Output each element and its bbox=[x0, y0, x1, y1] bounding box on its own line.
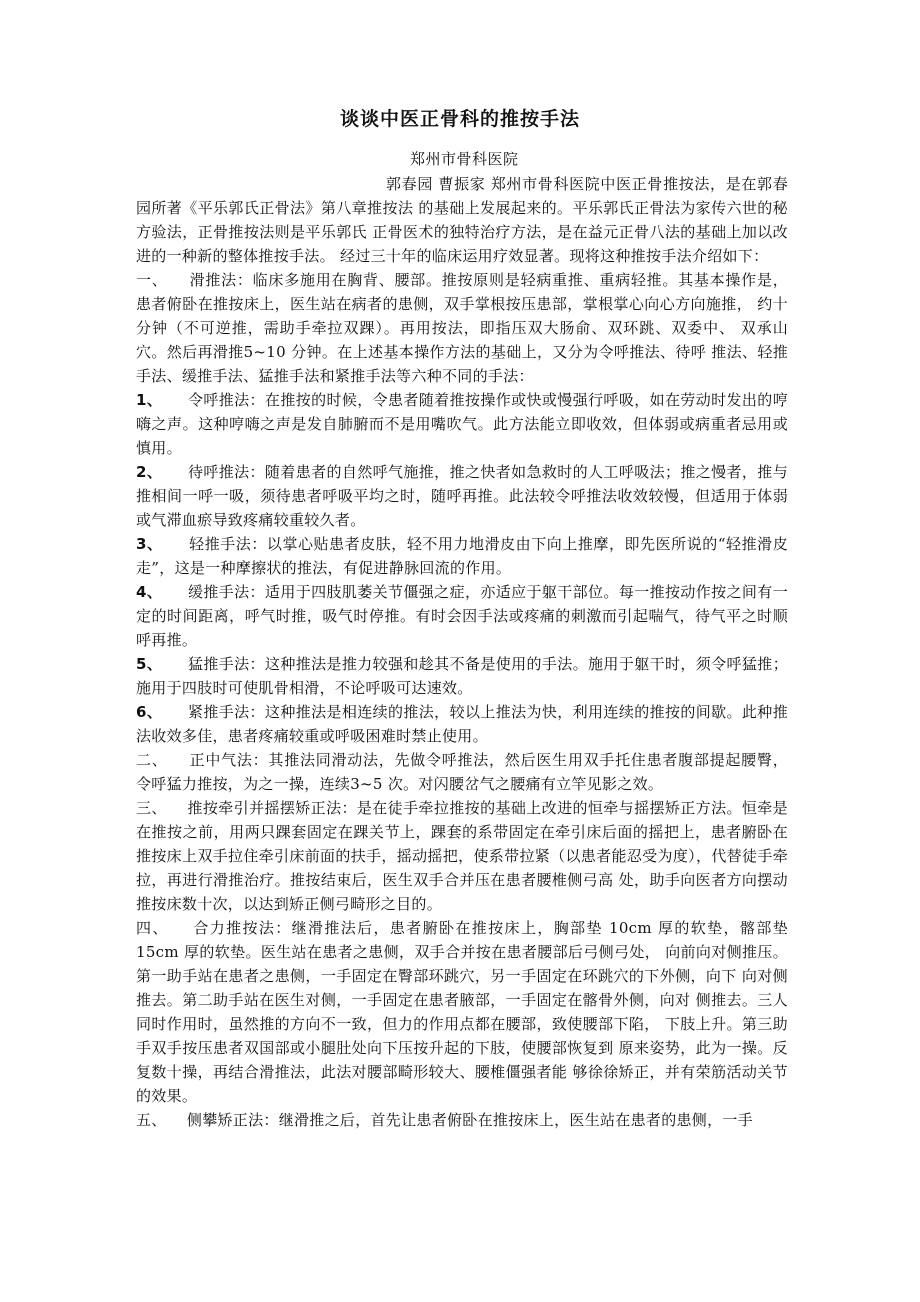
paragraph-text: 郭春园 曹振家 郑州市骨科医院中医正骨推按法，是在郭春园所著《平乐郭氏正骨法》第八章推按法 的基础上发展起来的。平乐郭氏正骨法为家传六世的秘方验法，正骨推按法则是平乐郭氏 正骨医术的独特治疗方法，是在益元正骨八法的基础上加以改进的一种新的整体推按手法。 经过三十年的临床运用疗效显著。现将这种推按手法介绍如下： bbox=[136, 175, 788, 265]
section-number: 二、 bbox=[136, 751, 168, 769]
method-paragraph-4 bbox=[136, 580, 788, 652]
section-paragraph-3 bbox=[136, 796, 788, 916]
section-number: 一、 bbox=[136, 271, 168, 289]
paragraph-text: 令呼推法：在推按的时候，令患者随着推按操作或快或慢强行呼吸，如在劳动时发出的哼嗨之声。这种哼嗨之声是发自肺腑而不是用嘴吹气。此方法能立即收效，但体弱或病重者忌用或慎用。 bbox=[136, 391, 788, 457]
section-paragraph-5 bbox=[136, 1108, 788, 1132]
paragraph-text: 缓推手法：适用于四肢肌萎关节僵强之症，亦适应于躯干部位。每一推按动作按之间有一定的时间距离，呼气时推，吸气时停推。有时会因手法或疼痛的刺激而引起喘气，待气平之时顺呼再推。 bbox=[136, 583, 788, 649]
method-paragraph-2 bbox=[136, 460, 788, 532]
method-paragraph-6 bbox=[136, 700, 788, 748]
paragraph-text: 合力推按法：继滑推法后，患者腑卧在推按床上，胸部垫 10cm 厚的软垫，髂部垫 15cm 厚的软垫。医生站在患者之患侧，双手合并按在患者腰部后弓侧弓处， 向前向对侧推压。 第一助手站在患者之患侧，一手固定在臀部环跳穴，另一手固定在环跳穴的下外侧，向下 向对侧推去。第二助手站在医生对侧，一手固定在患者腋部，一手固定在髂骨外侧，向对 侧推去。三人同时作用时，虽然推的方向不一致，但力的作用点都在腰部，致使腰部下陷， 下肢上升。第三助手双手按压患者双国部或小腿肚处向下压按升起的下肢，使腰部恢复到 原来姿势，此为一操。反复数十操，再结合滑推法，此法对腰部畸形较大、腰椎僵强者能 够徐徐矫正，并有荣筋活动关节的效果。 bbox=[136, 919, 788, 1105]
section-number: 四、 bbox=[136, 919, 169, 937]
method-paragraph-3 bbox=[136, 532, 788, 580]
paragraph-text: 正中气法：其推法同滑动法，先做令呼推法，然后医生用双手托住患者腹部提起腰臀， 令呼猛力推按，为之一操，连续3~5 次。对闪腰岔气之腰痛有立竿见影之效。 bbox=[136, 751, 788, 793]
section-paragraph-4 bbox=[136, 916, 788, 1108]
section-number: 三、 bbox=[136, 799, 167, 817]
item-number: 3、 bbox=[136, 535, 163, 553]
item-number: 6、 bbox=[136, 703, 163, 721]
paragraph-text: 轻推手法：以掌心贴患者皮肤，轻不用力地滑皮由下向上推摩，即先医所说的“轻推滑皮走”，这是一种摩擦状的推法，有促进静脉回流的作用。 bbox=[136, 535, 788, 577]
paragraph-text: 滑推法：临床多施用在胸背、腰部。推按原则是轻病重推、重病轻推。其基本操作是， 患者俯卧在推按床上，医生站在病者的患侧，双手掌根按压患部，掌根掌心向心方向施推， 约十分钟（不可逆推，需助手牵拉双踝）。再用按法，即指压双大肠俞、双环跳、双委中、 双承山穴。然后再滑推5~10 分钟。在上述基本操作方法的基础上，又分为令呼推法、待呼 推法、轻推手法、缓推手法、猛推手法和紧推手法等六种不同的手法： bbox=[136, 271, 788, 385]
paragraph-text: 紧推手法：这种推法是相连续的推法，较以上推法为快，利用连续的推按的间歇。此种推法收效多佳，患者疼痛较重或呼吸困难时禁止使用。 bbox=[136, 703, 788, 745]
article-body bbox=[136, 172, 788, 1132]
author-affiliation: 郑州市骨科医院 bbox=[410, 150, 519, 168]
method-paragraph-5 bbox=[136, 652, 788, 700]
item-number: 4、 bbox=[136, 583, 163, 601]
paragraph-text: 猛推手法：这种推法是推力较强和趁其不备是使用的手法。施用于躯干时，须令呼猛推；施用于四肢时可使肌骨相滑，不论呼吸可达速效。 bbox=[136, 655, 788, 697]
section-paragraph-1 bbox=[136, 268, 788, 388]
item-number: 2、 bbox=[136, 463, 163, 481]
paragraph-text: 待呼推法：随着患者的自然呼气施推，推之快者如急救时的人工呼吸法；推之慢者，推与推相间一呼一吸，须待患者呼吸平均之时，随呼再推。此法较令呼推法收效较慢，但适用于体弱或气滞血瘀导致疼痛较重较久者。 bbox=[136, 463, 788, 529]
paragraph-text: 推按牵引并摇摆矫正法：是在徒手牵拉推按的基础上改进的恒牵与摇摆矫正方法。恒牵是在推按之前，用两只踝套固定在踝关节上，踝套的系带固定在牵引床后面的摇把上，患者腑卧在推按床上双手拉住牵引床前面的扶手，摇动摇把，使系带拉紧（以患者能忍受为度），代替徒手牵拉，再进行滑推治疗。推按结束后，医生双手合并压在患者腰椎侧弓高 处，助手向医者方向摆动推按床数十次，以达到矫正侧弓畸形之目的。 bbox=[136, 799, 788, 913]
intro-paragraph bbox=[136, 172, 788, 268]
item-number: 5、 bbox=[136, 655, 163, 673]
method-paragraph-1 bbox=[136, 388, 788, 460]
section-number: 五、 bbox=[136, 1111, 167, 1129]
section-paragraph-2 bbox=[136, 748, 788, 796]
paragraph-text: 侧攀矫正法：继滑推之后，首先让患者俯卧在推按床上，医生站在患者的患侧，一手 bbox=[186, 1111, 753, 1129]
page-title: 谈谈中医正骨科的推按手法 bbox=[339, 108, 580, 130]
item-number: 1、 bbox=[136, 391, 163, 409]
